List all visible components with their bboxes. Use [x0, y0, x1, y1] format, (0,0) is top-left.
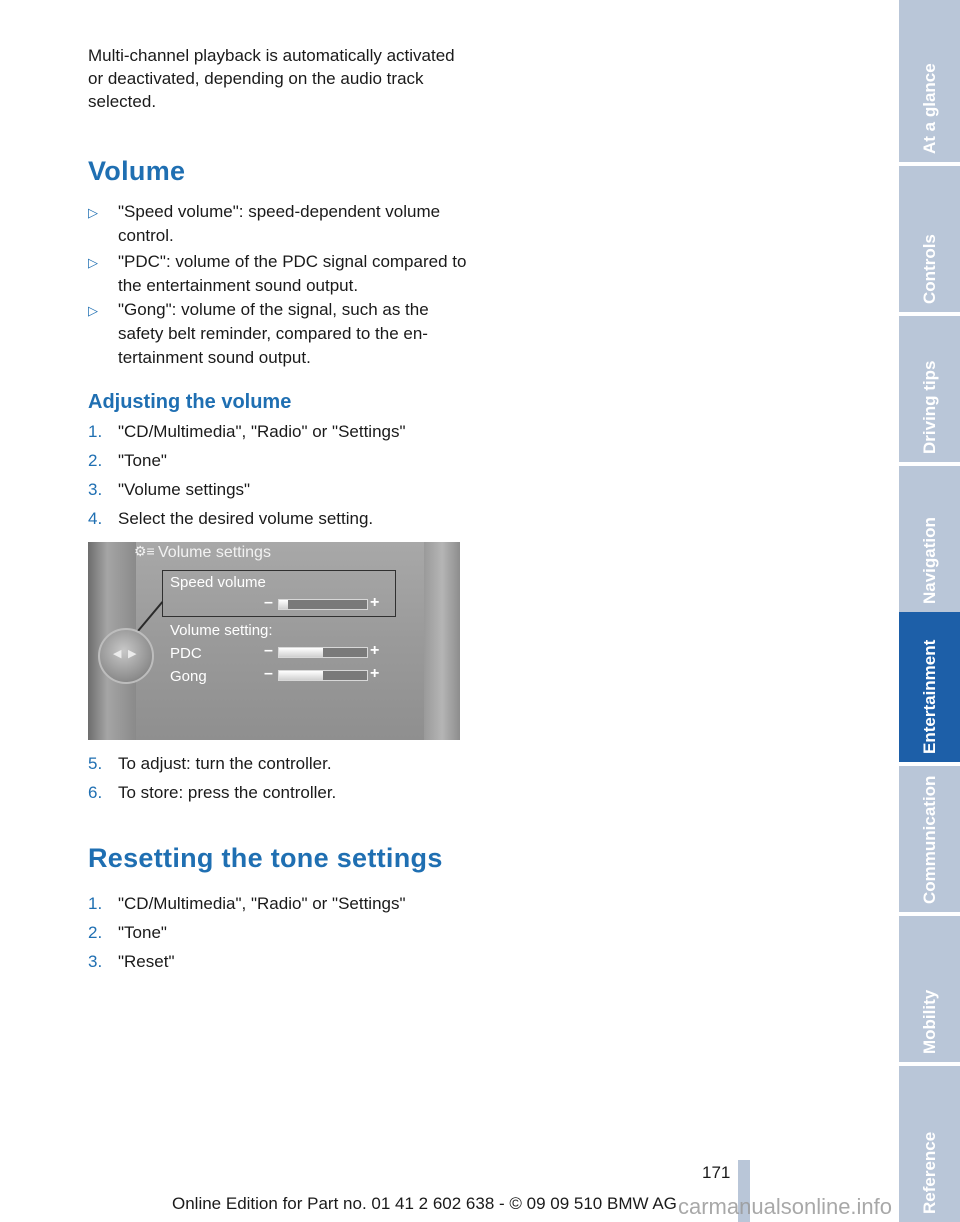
- tab-label: Navigation: [919, 517, 939, 604]
- reset-step-3: [88, 950, 468, 974]
- bullet-text: "PDC": volume of the PDC signal compared to the entertainment sound output.: [118, 252, 467, 295]
- step-number: 1.: [88, 422, 103, 441]
- pdc-minus-icon: –: [264, 642, 273, 659]
- screen-title: Volume settings: [158, 544, 271, 561]
- bullet-pdc: [88, 250, 468, 298]
- pointer-line: [137, 601, 163, 631]
- gong-label: Gong: [170, 668, 207, 685]
- volume-setting-label: Volume setting:: [170, 622, 273, 639]
- adjust-step-4: [88, 507, 468, 531]
- volume-heading: Volume: [88, 156, 186, 186]
- adjust-step-2: [88, 449, 468, 473]
- speed-volume-minus-icon: –: [264, 594, 273, 611]
- intro-text: Multi-channel playback is automatically activated or deactivated, depending on the audio track selected.: [88, 46, 455, 111]
- step-text: "Reset": [118, 952, 175, 971]
- bullet-text: "Speed volume": speed-dependent volume control.: [118, 202, 441, 245]
- step-number: 5.: [88, 754, 103, 773]
- bullet-speed-volume: [88, 200, 468, 248]
- speed-volume-label: Speed volume: [170, 574, 266, 591]
- settings-menu-icon: ⚙≡: [134, 543, 155, 559]
- tab-label: Driving tips: [919, 360, 939, 454]
- adjust-step-3: [88, 478, 468, 502]
- step-number: 3.: [88, 952, 103, 971]
- arrow-left-icon: ◀: [113, 648, 122, 660]
- step-text: Select the desired volume setting.: [118, 509, 374, 528]
- footer-edition: Online Edition for Part no. 01 41 2 602 638 - © 09 09 510 BMW AG: [172, 1194, 677, 1213]
- tab-at-a-glance[interactable]: [899, 0, 960, 162]
- tab-reference[interactable]: [899, 1066, 960, 1222]
- tab-navigation[interactable]: [899, 466, 960, 612]
- bullet-marker-icon: ▷: [88, 303, 98, 318]
- bullet-marker-icon: ▷: [88, 255, 98, 270]
- step-text: "Tone": [118, 451, 167, 470]
- gong-plus-icon: +: [370, 665, 380, 682]
- screen-bezel-right: [424, 542, 460, 740]
- arrow-right-icon: ▶: [128, 648, 137, 660]
- step-number: 2.: [88, 451, 103, 470]
- bullet-marker-icon: ▷: [88, 205, 98, 220]
- step-text: To store: press the controller.: [118, 783, 337, 802]
- step-text: "Tone": [118, 923, 167, 942]
- tab-mobility[interactable]: [899, 916, 960, 1062]
- gong-minus-icon: –: [264, 665, 273, 682]
- controller-knob-icon: [98, 628, 154, 684]
- tab-controls[interactable]: [899, 166, 960, 312]
- step-number: 4.: [88, 509, 103, 528]
- tab-communication[interactable]: [899, 766, 960, 912]
- step-number: 2.: [88, 923, 103, 942]
- step-text: To adjust: turn the controller.: [118, 754, 332, 773]
- adjust-step-5: [88, 752, 468, 776]
- watermark: carmanualsonline.info: [678, 1194, 893, 1219]
- tab-label: Reference: [919, 1131, 939, 1214]
- tab-label: Communication: [919, 775, 939, 904]
- intro-paragraph: [88, 44, 468, 113]
- tab-entertainment[interactable]: [899, 612, 960, 762]
- pdc-label: PDC: [170, 645, 202, 662]
- tab-label: At a glance: [919, 63, 939, 154]
- pdc-fill: [279, 648, 323, 657]
- step-text: "CD/Multimedia", "Radio" or "Settings": [118, 894, 406, 913]
- adjust-step-1: [88, 420, 468, 444]
- reset-step-1: [88, 892, 468, 916]
- speed-volume-slider: [278, 599, 368, 610]
- speed-volume-plus-icon: +: [370, 594, 380, 611]
- adjusting-heading: Adjusting the volume: [88, 391, 292, 413]
- speed-volume-fill: [279, 600, 288, 609]
- step-number: 1.: [88, 894, 103, 913]
- gong-fill: [279, 671, 323, 680]
- tab-label: Entertainment: [919, 639, 939, 754]
- volume-settings-screen: [88, 542, 460, 740]
- page-number: 171: [702, 1163, 731, 1182]
- tab-label: Mobility: [919, 989, 939, 1054]
- reset-step-2: [88, 921, 468, 945]
- bullet-gong: [88, 298, 468, 370]
- adjust-step-6: [88, 781, 468, 805]
- pdc-slider: [278, 647, 368, 658]
- tab-label: Controls: [919, 234, 939, 304]
- step-number: 6.: [88, 783, 103, 802]
- bullet-text: "Gong": volume of the signal, such as the safety belt reminder, compared to the entertainment sound output.: [118, 300, 429, 367]
- gong-slider: [278, 670, 368, 681]
- step-text: "CD/Multimedia", "Radio" or "Settings": [118, 422, 406, 441]
- resetting-heading: Resetting the tone settings: [88, 843, 443, 873]
- tab-driving-tips[interactable]: [899, 316, 960, 462]
- step-text: "Volume settings": [118, 480, 251, 499]
- pdc-plus-icon: +: [370, 642, 380, 659]
- step-number: 3.: [88, 480, 103, 499]
